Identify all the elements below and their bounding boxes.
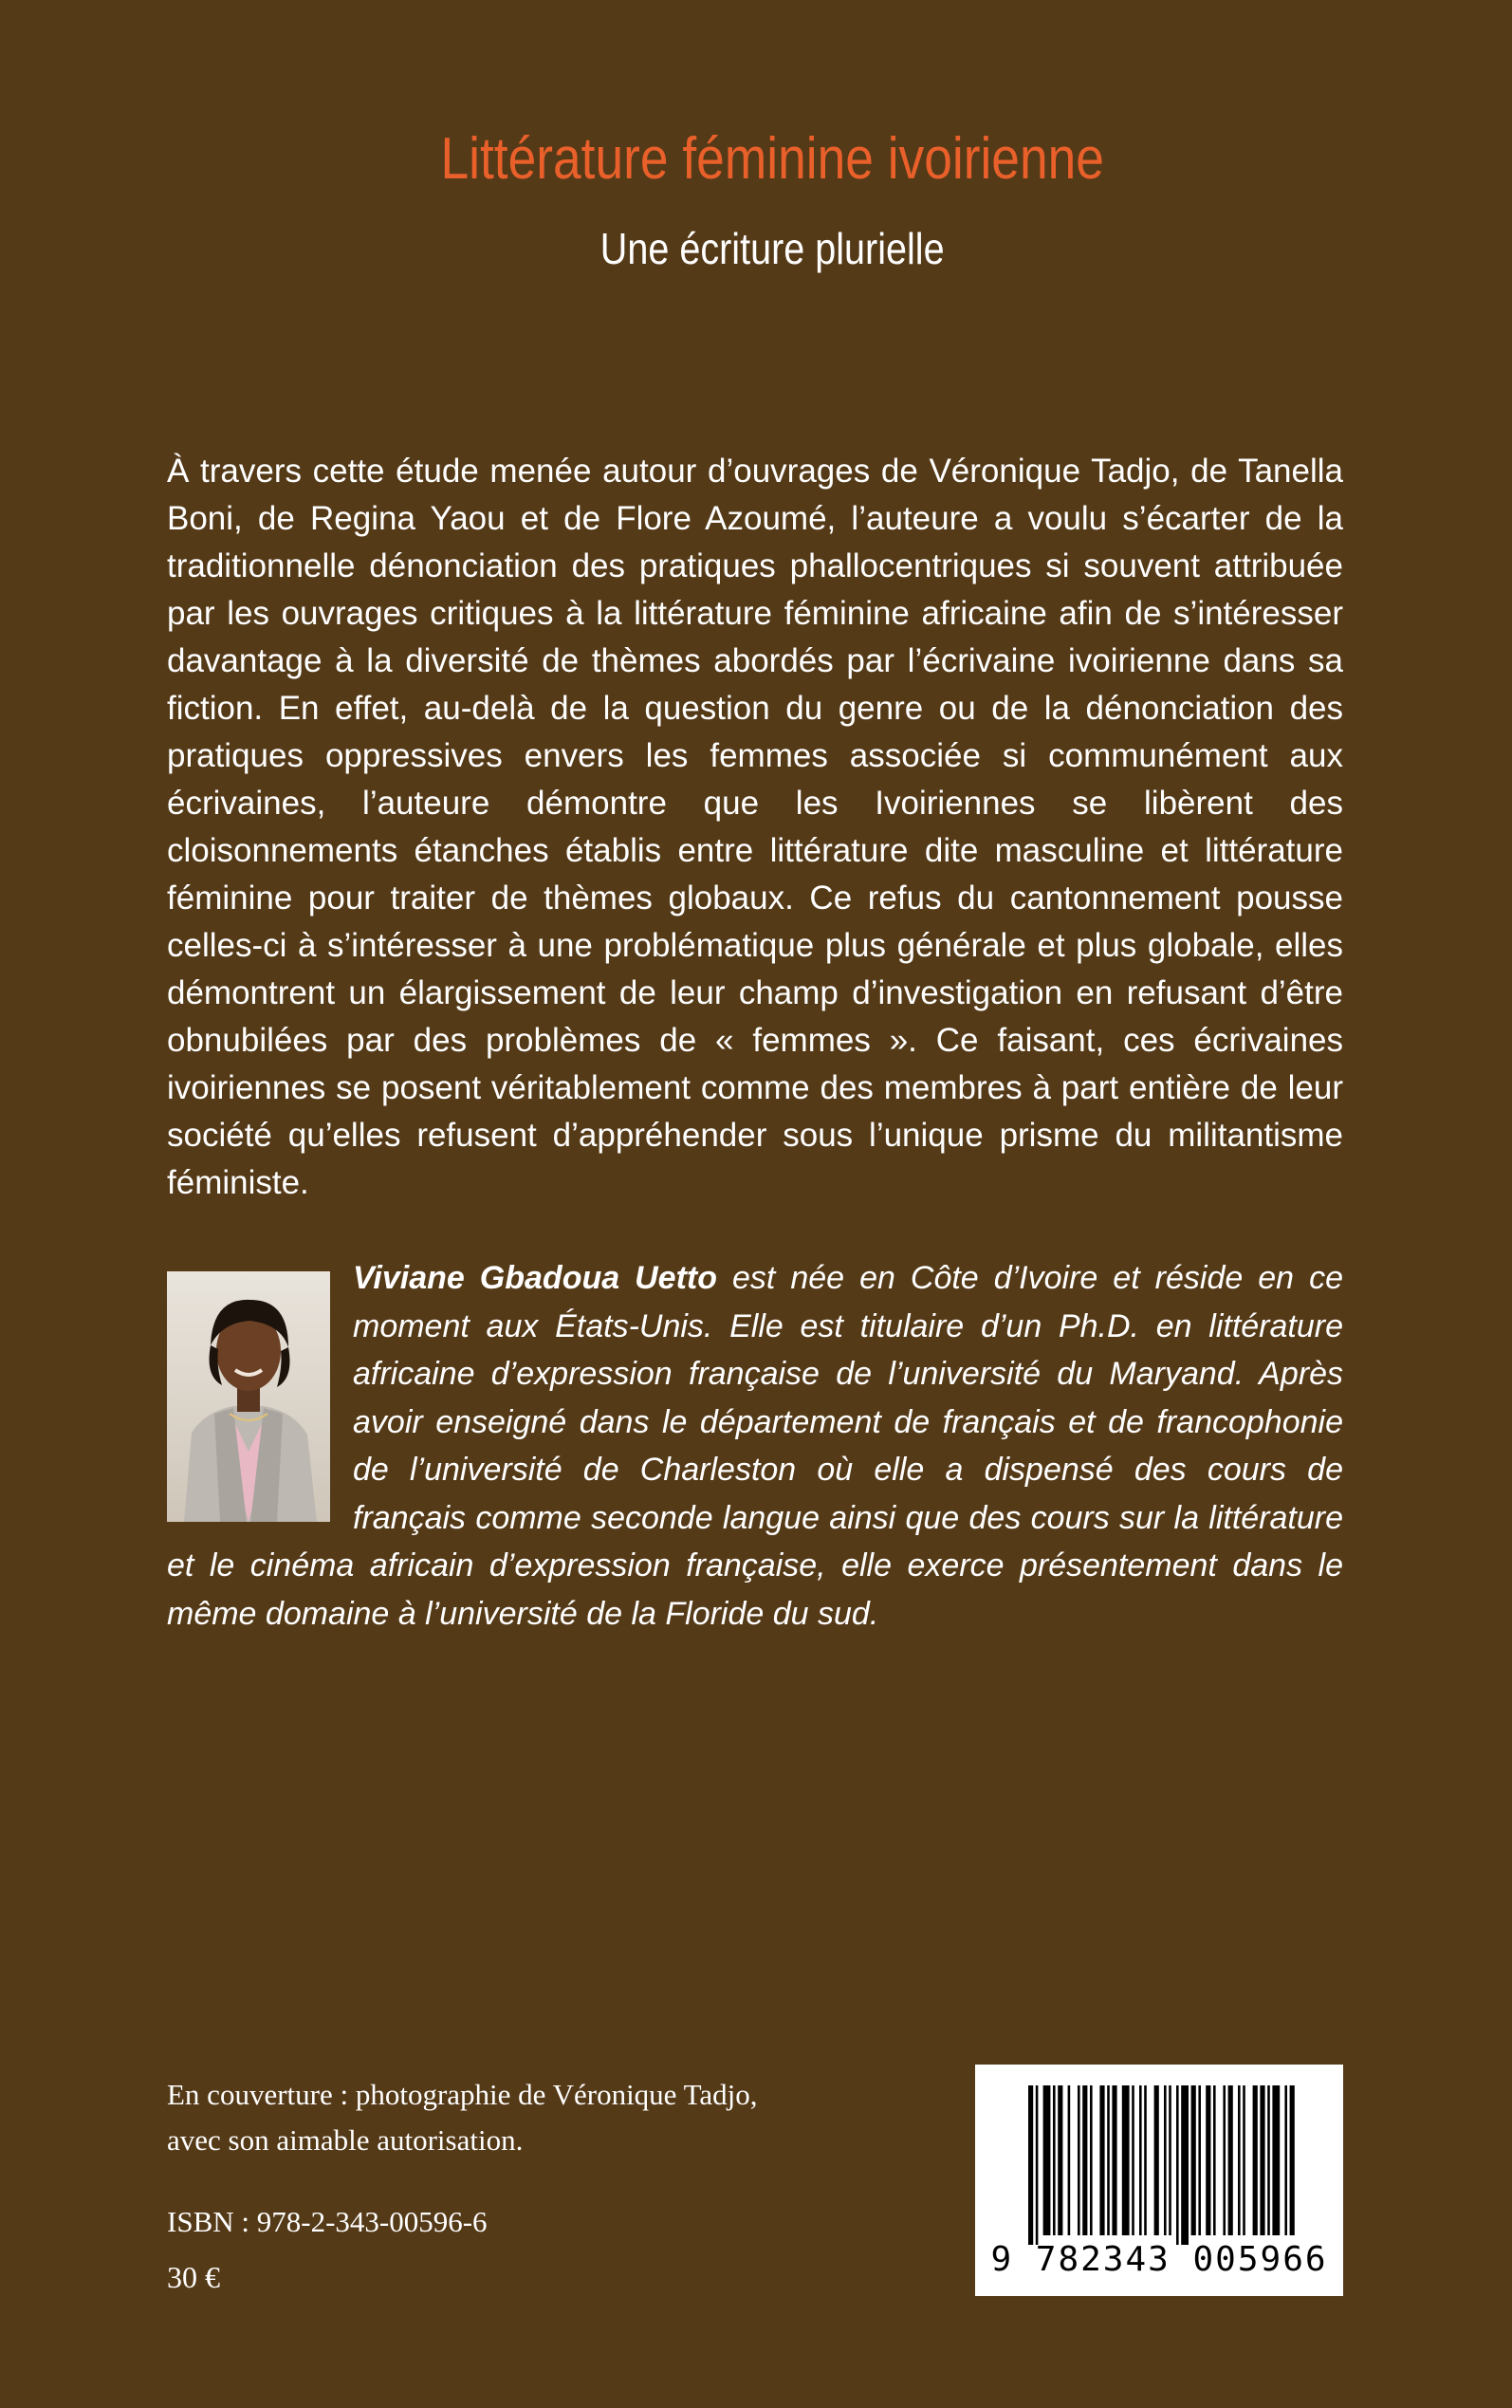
barcode-bar <box>1107 2085 1110 2235</box>
barcode-bar <box>1043 2085 1051 2235</box>
barcode-bar <box>1099 2085 1104 2235</box>
barcode-bar <box>1154 2085 1159 2235</box>
barcode-bar <box>1267 2085 1270 2235</box>
barcode-bar <box>1272 2085 1280 2235</box>
cover-credit-line1: En couverture : photographie de Véronique Tadjo, <box>167 2078 758 2111</box>
barcode-bar <box>1290 2085 1295 2235</box>
isbn: ISBN : 978-2-343-00596-6 <box>167 2205 488 2238</box>
price: 30 € <box>167 2260 220 2294</box>
barcode-bar <box>1176 2085 1179 2245</box>
barcode-bar <box>1191 2085 1196 2235</box>
barcode-bar <box>1053 2085 1056 2235</box>
barcode-bar <box>1132 2085 1134 2235</box>
barcode-bar <box>1223 2085 1226 2235</box>
barcode-bar <box>1122 2085 1130 2235</box>
author-bio-text: est née en Côte d’Ivoire et réside en ce moment aux États-Unis. Elle est titulaire d’un Ph.D. en littérature africaine d’expression française de l’université du Maryand. Après avoir enseigné dans le département de français et de francophonie de l’université de Charleston où elle a dispensé des cours de français comme seconde langue ainsi que des cours sur la littérature et le cinéma africain d’expression française, elle exerce présentement dans le même domaine à l’université de la Floride du sud. <box>167 1260 1343 1632</box>
barcode-bar <box>1260 2085 1264 2235</box>
book-summary: À travers cette étude menée autour d’ouvrages de Véronique Tadjo, de Tanella Boni, de Regina Yaou et de Flore Azoumé, l’auteure a voulu s’écarter de la traditionnelle dénonciation des pratiques phallocentriques si souvent attribuée par les ouvrages critiques à la littérature féminine africaine afin de s’intéresser davantage à la diversité de thèmes abordés par l’écrivaine ivoirienne dans sa fiction. En effet, au-delà de la question du genre ou de la dénonciation des pratiques oppressives envers les femmes associée si communément aux écrivaines, l’auteure démontre que les Ivoiriennes se libèrent des cloisonnements étanches établis entre littérature dite masculine et littérature féminine pour traiter de thèmes globaux. Ce refus du cantonnement pousse celles-ci à s’intéresser à une problématique plus générale et plus globale, elles démontrent un élargissement de leur champ d’investigation en refusant d’être obnubilées par des problèmes de « femmes ». Ce faisant, ces écrivaines ivoiriennes se posent véritablement comme des membres à part entière de leur société qu’elles refusent d’appréhender sous l’unique prisme du militantisme féministe. <box>167 453 1343 1201</box>
cover-credit <box>167 2072 888 2163</box>
barcode-bar <box>1090 2085 1093 2235</box>
barcode-bar <box>1028 2085 1033 2245</box>
book-title: Littérature féminine ivoirienne <box>440 126 1104 192</box>
cover-credit-line2: avec son aimable autorisation. <box>167 2123 524 2157</box>
barcode-bar <box>1213 2085 1216 2235</box>
barcode-bar <box>1198 2085 1201 2235</box>
barcode-bar <box>1078 2085 1080 2235</box>
barcode-bar <box>1036 2085 1039 2245</box>
barcode-bar <box>1082 2085 1087 2235</box>
barcode-bar <box>1243 2085 1245 2235</box>
barcode-bar <box>1206 2085 1210 2235</box>
barcode-bar <box>1068 2085 1071 2235</box>
barcode-bar <box>1181 2085 1189 2245</box>
barcode-bar <box>1228 2085 1233 2235</box>
barcode-bar <box>1144 2085 1147 2235</box>
book-subtitle: Une écriture plurielle <box>599 224 945 273</box>
author-name: Viviane Gbadoua Uetto <box>353 1260 718 1296</box>
barcode-bar <box>1139 2085 1142 2235</box>
barcode <box>975 2065 1343 2296</box>
author-bio <box>167 1254 1343 1638</box>
barcode-bar <box>1253 2085 1258 2235</box>
barcode-bar <box>1058 2085 1062 2235</box>
barcode-bar <box>1284 2085 1287 2235</box>
barcode-bar <box>1238 2085 1241 2235</box>
barcode-bar <box>1164 2085 1167 2235</box>
barcode-bar <box>1112 2085 1116 2235</box>
author-photo <box>167 1271 330 1522</box>
barcode-bar <box>1169 2085 1171 2235</box>
barcode-number: 9 782343 005966 <box>990 2240 1328 2279</box>
